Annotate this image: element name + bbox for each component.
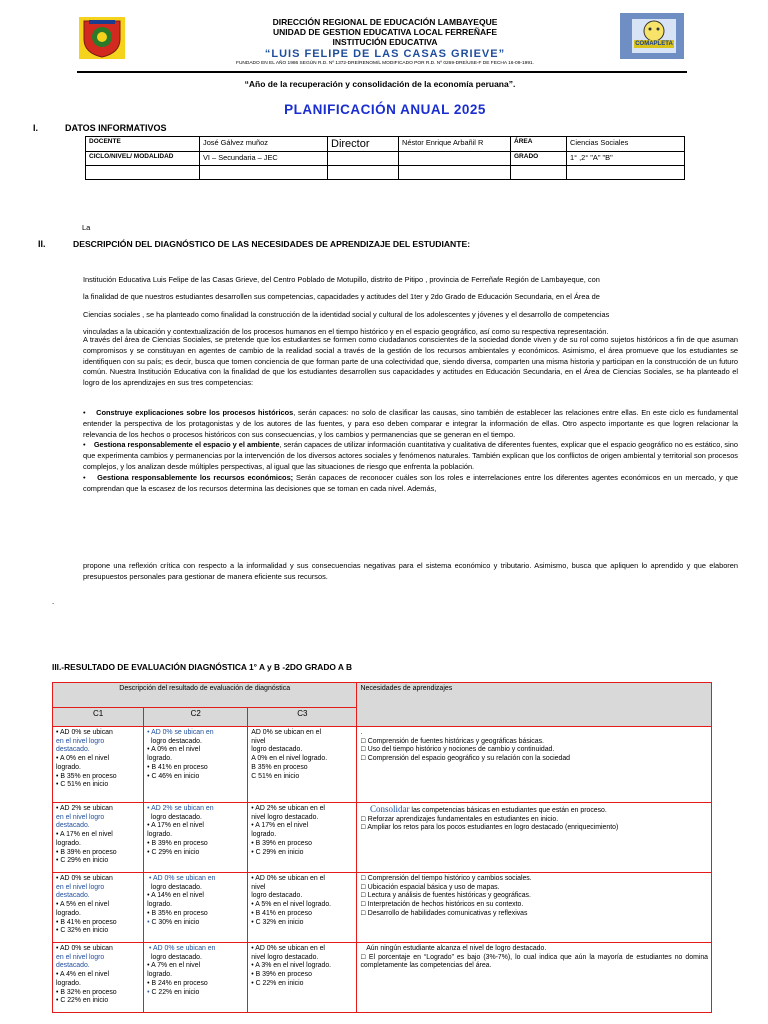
level-c: C 51% en inicio bbox=[251, 772, 300, 780]
competency-2: • Gestiona responsablemente el espacio y el ambiente, serán capaces de utilizar información cuantitativa y cualitativa de diferentes fuentes, explicar que el espacio geográfico no es estático, sino que experimenta cambios y permanencias por la intervención de los diversos actores sociales y fenómenos naturales. También explican que los conflictos de origen ambiental y territorial son procesos complejos, y los analizan desde múltiples perspectivas, al igual que las situaciones de riesgo que enfrenta la población. bbox=[83, 440, 738, 471]
level-ad-detail: logro destacado. bbox=[251, 892, 303, 900]
label-docente: DOCENTE bbox=[86, 137, 200, 152]
competency-2-text: , serán capaces de utilizar información cuantitativa y cualitativa de diferentes fuentes, explicar que el espacio geográfico no es estático, sino que experimenta cambios y permanencias por la intervención de los diversos actores sociales y fenómenos naturales. También explican que los conflictos de origen ambiental y territorial son procesos complejos, y los analizan desde múltiples perspectivas, al igual que las situaciones de riesgo que enfrenta la población. bbox=[83, 440, 738, 471]
empty-cell bbox=[200, 166, 328, 180]
empty-cell bbox=[399, 166, 511, 180]
level-ad-detail: destacado. bbox=[56, 822, 90, 830]
left-crest-logo bbox=[79, 17, 125, 59]
cell-c3: • AD 0% se ubican en el nivel logro destacado. • A 3% en el nivel logrado. • B 39% en proceso • C 22% en inicio bbox=[248, 943, 357, 1013]
checkbox-icon: ☐ bbox=[360, 901, 366, 909]
level-b: B 41% en proceso bbox=[151, 763, 208, 771]
subhead-c1: C1 bbox=[53, 708, 144, 727]
level-b: B 35% en proceso bbox=[60, 772, 117, 780]
cell-c2: • AD 2% se ubican en logro destacado. • A 17% en el nivel logrado. • B 39% en proceso • C 29% en inicio bbox=[144, 803, 248, 873]
header-line-1: DIRECCIÓN REGIONAL DE EDUCACIÓN LAMBAYEQUE bbox=[272, 17, 498, 27]
info-table bbox=[85, 136, 685, 180]
need-item: Comprensión del tiempo histórico y cambios sociales. bbox=[367, 875, 532, 882]
need-item: Reforzar aprendizajes fundamentales en estudiantes en inicio. bbox=[367, 815, 559, 823]
empty-cell bbox=[511, 166, 567, 180]
p1-line: Ciencias sociales , se ha planteado como finalidad la construcción de la identidad social y cultural de los adolescentes y jóvenes y el desarrollo de competencias bbox=[83, 309, 610, 319]
cell-c2: • AD 0% se ubican en logro destacado. • A 0% en el nivel logrado. • B 41% en proceso • C 46% en inicio bbox=[144, 727, 248, 803]
level-c: C 29% en inicio bbox=[255, 848, 304, 856]
results-header-row bbox=[53, 683, 712, 708]
need-item: Interpretación de hechos históricos en su contexto. bbox=[367, 901, 524, 909]
cell-c1: • AD 0% se ubican en el nivel logro destacado. • A 0% en el nivel logrado. • B 35% en proceso • C 51% en inicio bbox=[53, 727, 144, 803]
level-c: C 22% en inicio bbox=[255, 979, 304, 987]
level-ad-detail: destacado. bbox=[56, 962, 90, 970]
level-a: A 17% en el nivel bbox=[59, 831, 113, 839]
section2-heading: DESCRIPCIÓN DEL DIAGNÓSTICO DE LAS NECESIDADES DE APRENDIZAJE DEL ESTUDIANTE: bbox=[73, 239, 471, 249]
cell-c2: • AD 0% se ubican en logro destacado. • A 14% en el nivel logrado. • B 35% en proceso • C 30% en inicio bbox=[144, 873, 248, 943]
value-area: Ciencias Sociales bbox=[567, 137, 685, 152]
level-ad-detail: nivel logro destacado. bbox=[251, 953, 319, 961]
p1-line: Institución Educativa Luis Felipe de las Casas Grieve, del Centro Poblado de Motupillo, distrito de Pitipo , provincia de Ferreñafe Región de Lambayeque, con bbox=[83, 275, 600, 284]
level-b: B 24% en proceso bbox=[151, 979, 208, 987]
empty-cell bbox=[567, 166, 685, 180]
competency-1-text: , serán capaces: no solo de clasificar las causas, sino también de establecer las relaciones entre ellas. En este ciclo es fundamental entender la perspectiva de los protagonistas y de los autores de las fuentes, y para eso deben comparar e integrar la información de ellas. Otro aspecto importante es que logren relacionar la relevancia de los hechos o procesos históricos con sus consecuencias, y los cambios y permanencias que se generan en el tiempo. bbox=[83, 408, 738, 439]
level-ad-detail: destacado. bbox=[56, 746, 90, 754]
p1-line: la finalidad de que nuestros estudiantes desarrollen sus competencias, capacidades y actitudes del 1ter y 2do Grado de Educación Secundaria, en el Área de bbox=[83, 292, 600, 302]
info-row-empty bbox=[86, 166, 685, 180]
right-school-logo bbox=[620, 13, 684, 59]
need-item: Ubicación espacial básica y uso de mapas. bbox=[367, 883, 500, 891]
stray-text: La bbox=[82, 223, 91, 232]
cell-needs bbox=[357, 803, 712, 873]
competency-1-title: Construye explicaciones sobre los procesos históricos bbox=[96, 408, 294, 417]
level-c: C 46% en inicio bbox=[151, 772, 200, 780]
level-a: A 0% en el nivel logrado. bbox=[251, 755, 328, 763]
checkbox-icon: ☐ bbox=[360, 746, 366, 754]
level-a-detail: logrado. bbox=[56, 909, 81, 917]
need-item: Comprensión de fuentes históricas y geográficas básicas. bbox=[367, 737, 544, 745]
founding-resolution: FUNDADO EN EL AÑO 1986 SEGÚN R.D. Nº 1372-DRE/RENOM/L MODIFICADO POR R.D. Nº 0269-DRE/USE-F DE FECHA 16-09-1991. bbox=[236, 61, 534, 66]
value-docente: José Gálvez muñoz bbox=[200, 137, 328, 152]
checkbox-icon: ☐ bbox=[360, 953, 366, 961]
level-ad: AD 2% se ubican en bbox=[151, 805, 214, 812]
level-b: B 39% en proceso bbox=[255, 839, 312, 847]
subhead-c2: C2 bbox=[144, 708, 248, 727]
label-grado: GRADO bbox=[511, 152, 567, 166]
info-row-ciclo bbox=[86, 152, 685, 166]
level-b: B 39% en proceso bbox=[60, 848, 117, 856]
value-ciclo: VI – Secundaria – JEC bbox=[200, 152, 328, 166]
header-line-2: UNIDAD DE GESTION EDUCATIVA LOCAL FERREÑAFE bbox=[273, 27, 497, 37]
level-ad-detail: nivel bbox=[251, 883, 266, 891]
level-c: C 30% en inicio bbox=[151, 918, 200, 926]
level-ad-detail: en el nivel logro bbox=[56, 737, 105, 745]
cell-c3: • AD 0% se ubican en el nivel logro destacado. • A 5% en el nivel logrado. • B 41% en proceso • C 32% en inicio bbox=[248, 873, 357, 943]
cell-needs bbox=[357, 727, 712, 803]
empty-cell bbox=[328, 152, 399, 166]
checkbox-icon: ☐ bbox=[360, 892, 366, 900]
results-row-4 bbox=[53, 943, 712, 1013]
results-row-3 bbox=[53, 873, 712, 943]
cell-c1: • AD 2% se ubican en el nivel logro destacado. • A 17% en el nivel logrado. • B 39% en proceso • C 29% en inicio bbox=[53, 803, 144, 873]
p1-line: vinculadas a la ubicación y contextualización de los procesos humanos en el tiempo histórico y en el espacio geográfico, así como su respectiva representación. bbox=[83, 326, 609, 336]
results-row-1 bbox=[53, 727, 712, 803]
checkbox-icon: ☐ bbox=[360, 755, 366, 763]
level-a-detail: logrado. bbox=[56, 839, 81, 847]
info-row-docente bbox=[86, 137, 685, 152]
need-lead-word: Consolidar bbox=[370, 804, 410, 814]
cell-needs bbox=[357, 873, 712, 943]
diagnosis-paragraph-2: A través del área de Ciencias Sociales, se pretende que los estudiantes se formen como ciudadanos conscientes de la sociedad donde viven y de su rol como sujetos históricos a fin de que asuman compromisos y se constituyan en agentes de cambio de la realidad social a través de la gestión de los recursos ambientales y económicos. Asimismo, el área promueve que los estudiantes se identifiquen con su país; es decir, busca que tomen conciencia de que forman parte de una colectividad que, siendo diversa, comparten una misma historia y participan en la construcción de un futuro común. Nuestra Institución Educativa con la finalidad de que los estudiantes desarrollen sus capacidades y actitudes en Educación Secundaria, en el Área de Ciencias Sociales, se ha planteado el logro de los aprendizajes en sus tres competencias: bbox=[83, 335, 738, 388]
cell-needs bbox=[357, 943, 712, 1013]
competencies-list bbox=[83, 408, 738, 494]
diagnosis-paragraph-3: propone una reflexión crítica con respecto a la informalidad y sus consecuencias negativas para el sistema económico y tributario. Asimismo, busca que apliquen lo aprendido y que elaboren presupuestos personales para gestionar de manera eficiente sus recursos. bbox=[83, 561, 738, 581]
level-c: C 51% en inicio bbox=[60, 781, 109, 789]
cell-c1: • AD 0% se ubican en el nivel logro destacado. • A 5% en el nivel logrado. • B 41% en proceso • C 32% en inicio bbox=[53, 873, 144, 943]
level-b: B 41% en proceso bbox=[60, 918, 117, 926]
need-item: Lectura y análisis de fuentes históricas y geográficas. bbox=[367, 892, 531, 900]
level-ad-detail: logro destacado. bbox=[150, 883, 202, 891]
level-b: B 32% en proceso bbox=[60, 988, 117, 996]
level-ad: AD 0% se ubican en bbox=[151, 729, 214, 736]
level-a-detail: logrado. bbox=[147, 901, 173, 909]
need-item: Desarrollo de habilidades comunicativas y reflexivas bbox=[367, 909, 528, 917]
stray-dot: . bbox=[52, 597, 55, 606]
year-motto: “Año de la recuperación y consolidación de la economía peruana”. bbox=[244, 79, 516, 89]
level-b: B 35% en proceso bbox=[151, 909, 208, 917]
level-ad: AD 0% se ubican en el bbox=[255, 875, 325, 882]
level-a: A 7% en el nivel bbox=[151, 962, 201, 970]
level-a-detail: logrado. bbox=[147, 831, 173, 839]
cell-c3: • AD 2% se ubican en el nivel logro destacado. • A 17% en el nivel logrado. • B 39% en proceso • C 29% en inicio bbox=[248, 803, 357, 873]
level-ad-detail: nivel bbox=[251, 737, 266, 745]
competency-3: • Gestiona responsablemente los recursos económicos; Serán capaces de reconocer cuáles son los roles e interrelaciones entre los diferentes agentes económicos en un mercado, y que comprendan que la escasez de los recursos determina las decisiones que se toman en cada nivel. Además, bbox=[83, 472, 738, 493]
level-a: A 4% en el nivel bbox=[59, 971, 109, 979]
competency-1: • Construye explicaciones sobre los procesos históricos, serán capaces: no solo de clasificar las causas, sino también de establecer las relaciones entre ellas. En este ciclo es fundamental entender la perspectiva de los protagonistas y de los autores de las fuentes, y para eso deben comparar e integrar la información de ellas. Otro aspecto importante es que logren relacionar la relevancia de los hechos o procesos históricos con sus consecuencias, y los cambios y permanencias que se generan en el tiempo. bbox=[83, 408, 738, 439]
needs-marker: . bbox=[360, 729, 363, 736]
need-item: Uso del tiempo histórico y nociones de cambio y continuidad. bbox=[367, 746, 555, 754]
level-a: A 0% en el nivel bbox=[59, 755, 109, 763]
level-ad: AD 0% se ubican bbox=[59, 875, 113, 882]
level-a-detail: logrado. bbox=[147, 971, 173, 979]
level-ad-detail: en el nivel logro bbox=[56, 813, 105, 821]
level-a: A 17% en el nivel bbox=[151, 822, 204, 830]
checkbox-icon: ☐ bbox=[360, 737, 366, 745]
level-a-detail: logrado. bbox=[56, 763, 81, 771]
institution-name: “LUIS FELIPE DE LAS CASAS GRIEVE” bbox=[264, 48, 506, 60]
level-ad-detail: logro destacado. bbox=[150, 737, 202, 745]
level-ad: AD 0% se ubican en bbox=[153, 875, 216, 882]
level-ad: AD 0% se ubican en el bbox=[251, 729, 321, 736]
col-head-needs: Necesidades de aprendizajes bbox=[357, 683, 712, 727]
results-row-2 bbox=[53, 803, 712, 873]
level-ad-detail: en el nivel logro bbox=[56, 953, 105, 961]
level-a-detail: logrado. bbox=[56, 979, 81, 987]
level-c: C 29% en inicio bbox=[151, 848, 200, 856]
level-ad-detail: logro destacado. bbox=[251, 746, 303, 754]
empty-cell bbox=[328, 166, 399, 180]
level-a: A 0% en el nivel bbox=[151, 746, 201, 754]
checkbox-icon: ☐ bbox=[360, 883, 366, 891]
level-a: A 5% en el nivel logrado. bbox=[255, 901, 332, 909]
level-a: A 3% en el nivel logrado. bbox=[255, 962, 332, 970]
checkbox-icon: ☐ bbox=[360, 824, 366, 832]
level-ad: AD 0% se ubican bbox=[59, 729, 113, 736]
subhead-c3: C3 bbox=[248, 708, 357, 727]
level-b: B 39% en proceso bbox=[151, 839, 208, 847]
diagnosis-paragraph-1 bbox=[83, 271, 738, 340]
level-ad: AD 0% se ubican bbox=[59, 945, 113, 952]
level-c: C 32% en inicio bbox=[60, 927, 109, 935]
level-ad-detail: en el nivel logro bbox=[56, 883, 105, 891]
section3-heading: III.-RESULTADO DE EVALUACIÓN DIAGNÓSTICA 1° A y B -2DO GRADO A B bbox=[52, 662, 353, 672]
level-ad: AD 0% se ubican en bbox=[153, 945, 216, 952]
value-grado: 1° ,2° "A" "B" bbox=[567, 152, 685, 166]
checkbox-icon: ☐ bbox=[360, 815, 366, 823]
need-item: Ampliar los retos para los pocos estudiantes en logro destacado (enriquecimiento) bbox=[367, 824, 619, 832]
checkbox-icon: ☐ bbox=[360, 875, 366, 882]
header-divider bbox=[77, 71, 687, 73]
label-ciclo: CICLO/NIVEL/ MODALIDAD bbox=[86, 152, 200, 166]
cell-c1: • AD 0% se ubican en el nivel logro destacado. • A 4% en el nivel logrado. • B 32% en proceso • C 22% en inicio bbox=[53, 943, 144, 1013]
label-director: Director bbox=[328, 137, 399, 152]
cell-c2: • AD 0% se ubican en logro destacado. • A 7% en el nivel logrado. • B 24% en proceso • C 22% en inicio bbox=[144, 943, 248, 1013]
value-director: Néstor Enrique Arbañil R bbox=[399, 137, 511, 152]
right-logo-text: COMAPLETA bbox=[635, 41, 673, 47]
document-title: PLANIFICACIÓN ANUAL 2025 bbox=[284, 102, 486, 117]
level-b: B 39% en proceso bbox=[255, 971, 312, 979]
need-item: Comprensión del espacio geográfico y su relación con la sociedad bbox=[367, 755, 570, 763]
level-a: A 14% en el nivel bbox=[151, 892, 204, 900]
col-head-description: Descripción del resultado de evaluación de diagnóstica bbox=[53, 683, 357, 708]
level-ad-detail: logro destacado. bbox=[150, 813, 202, 821]
level-a: A 5% en el nivel bbox=[59, 901, 109, 909]
level-a-detail: logrado. bbox=[147, 755, 173, 763]
diagnostic-results-table bbox=[52, 682, 712, 1013]
level-a: A 17% en el nivel bbox=[255, 822, 309, 830]
level-ad-detail: logro destacado. bbox=[150, 953, 202, 961]
section1-heading: DATOS INFORMATIVOS bbox=[65, 123, 167, 133]
section1-number: I. bbox=[33, 123, 39, 133]
level-c: C 32% en inicio bbox=[255, 918, 304, 926]
empty-cell bbox=[86, 166, 200, 180]
empty-cell bbox=[399, 152, 511, 166]
level-ad-detail: destacado. bbox=[56, 892, 90, 900]
level-ad: AD 0% se ubican en el bbox=[255, 945, 325, 952]
header-line-3: INSTITUCIÓN EDUCATIVA bbox=[332, 37, 438, 47]
competency-3-text: Serán capaces de reconocer cuáles son los roles e interrelaciones entre los diferentes agentes económicos en un mercado, y que comprendan que la escasez de los recursos determina las decisiones que se toman en cada nivel. Además, bbox=[83, 472, 738, 493]
cell-c3 bbox=[248, 727, 357, 803]
level-b: B 35% en proceso bbox=[251, 763, 308, 771]
section2-number: II. bbox=[38, 239, 46, 249]
level-c: C 22% en inicio bbox=[60, 997, 109, 1005]
level-ad: AD 2% se ubican bbox=[59, 805, 113, 812]
need-item: Aún ningún estudiante alcanza el nivel de logro destacado. bbox=[366, 945, 547, 952]
level-b: B 41% en proceso bbox=[255, 909, 312, 917]
level-c: C 22% en inicio bbox=[151, 988, 200, 996]
checkbox-icon: ☐ bbox=[360, 909, 366, 917]
competency-3-title: Gestiona responsablemente los recursos económicos; bbox=[97, 472, 294, 482]
level-ad-detail: nivel logro destacado. bbox=[251, 813, 319, 821]
need-item: El porcentaje en “Logrado” es bajo (3%-7%), lo cual indica que aún la mayoría de estudiantes no domina completamente las competencias del área. bbox=[360, 953, 709, 970]
need-item: las competencias básicas en estudiantes que están en proceso. bbox=[409, 807, 607, 814]
label-area: ÁREA bbox=[511, 137, 567, 152]
level-ad: AD 2% se ubican en el bbox=[255, 805, 325, 812]
level-c: C 29% en inicio bbox=[60, 857, 109, 865]
level-a-detail: logrado. bbox=[251, 831, 277, 839]
competency-2-title: Gestiona responsablemente el espacio y el ambiente bbox=[93, 440, 280, 450]
